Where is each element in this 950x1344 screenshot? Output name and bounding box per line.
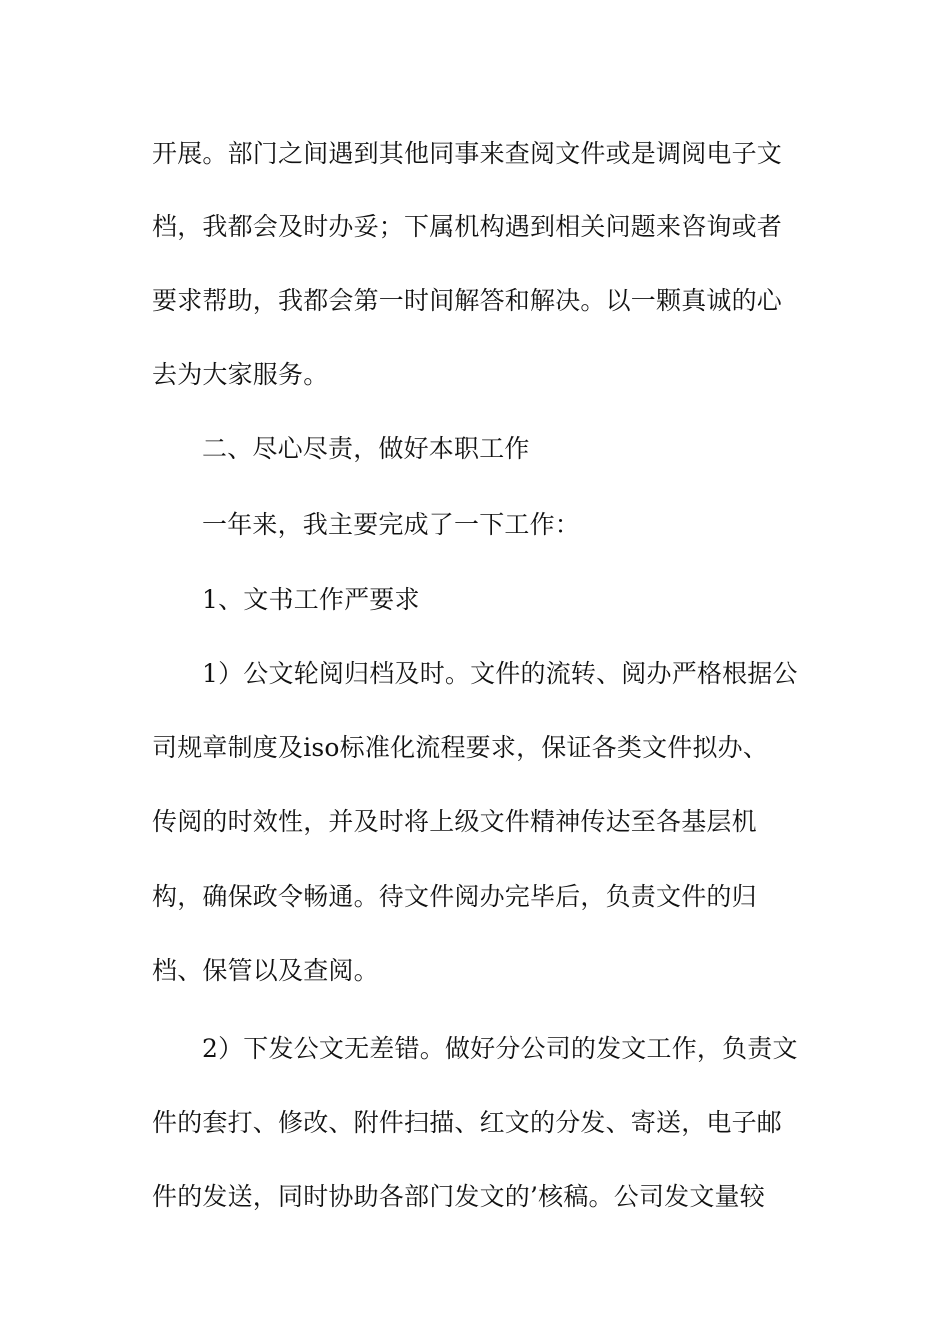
text-line-14: 件的套打、修改、附件扫描、红文的分发、寄送，电子邮 [152,1108,783,1137]
section-heading: 二、尽心尽责，做好本职工作 [202,434,530,463]
text-line-8: 1）公文轮阅归档及时。文件的流转、阅办严格根据公 [202,659,798,688]
text-line-3: 要求帮助，我都会第一时间解答和解决。以一颗真诚的心 [152,286,783,315]
text-line-15: 件的发送，同时协助各部门发文的’核稿。公司发文量较 [152,1182,765,1211]
text-line-12: 档、保管以及查阅。 [152,956,379,985]
text-line-11: 构，确保政令畅通。待文件阅办完毕后，负责文件的归 [152,882,757,911]
text-line-1: 开展。部门之间遇到其他同事来查阅文件或是调阅电子文 [152,139,783,168]
text-line-4: 去为大家服务。 [152,360,329,389]
text-line-6: 一年来，我主要完成了一下工作： [202,510,581,539]
text-line-9: 司规章制度及iso标准化流程要求，保证各类文件拟办、 [152,733,769,762]
text-line-10: 传阅的时效性，并及时将上级文件精神传达至各基层机 [152,807,757,836]
text-line-13: 2）下发公文无差错。做好分公司的发文工作，负责文 [202,1034,798,1063]
subsection-heading: 1、文书工作严要求 [202,585,420,614]
text-line-2: 档，我都会及时办妥；下属机构遇到相关问题来咨询或者 [152,212,783,241]
